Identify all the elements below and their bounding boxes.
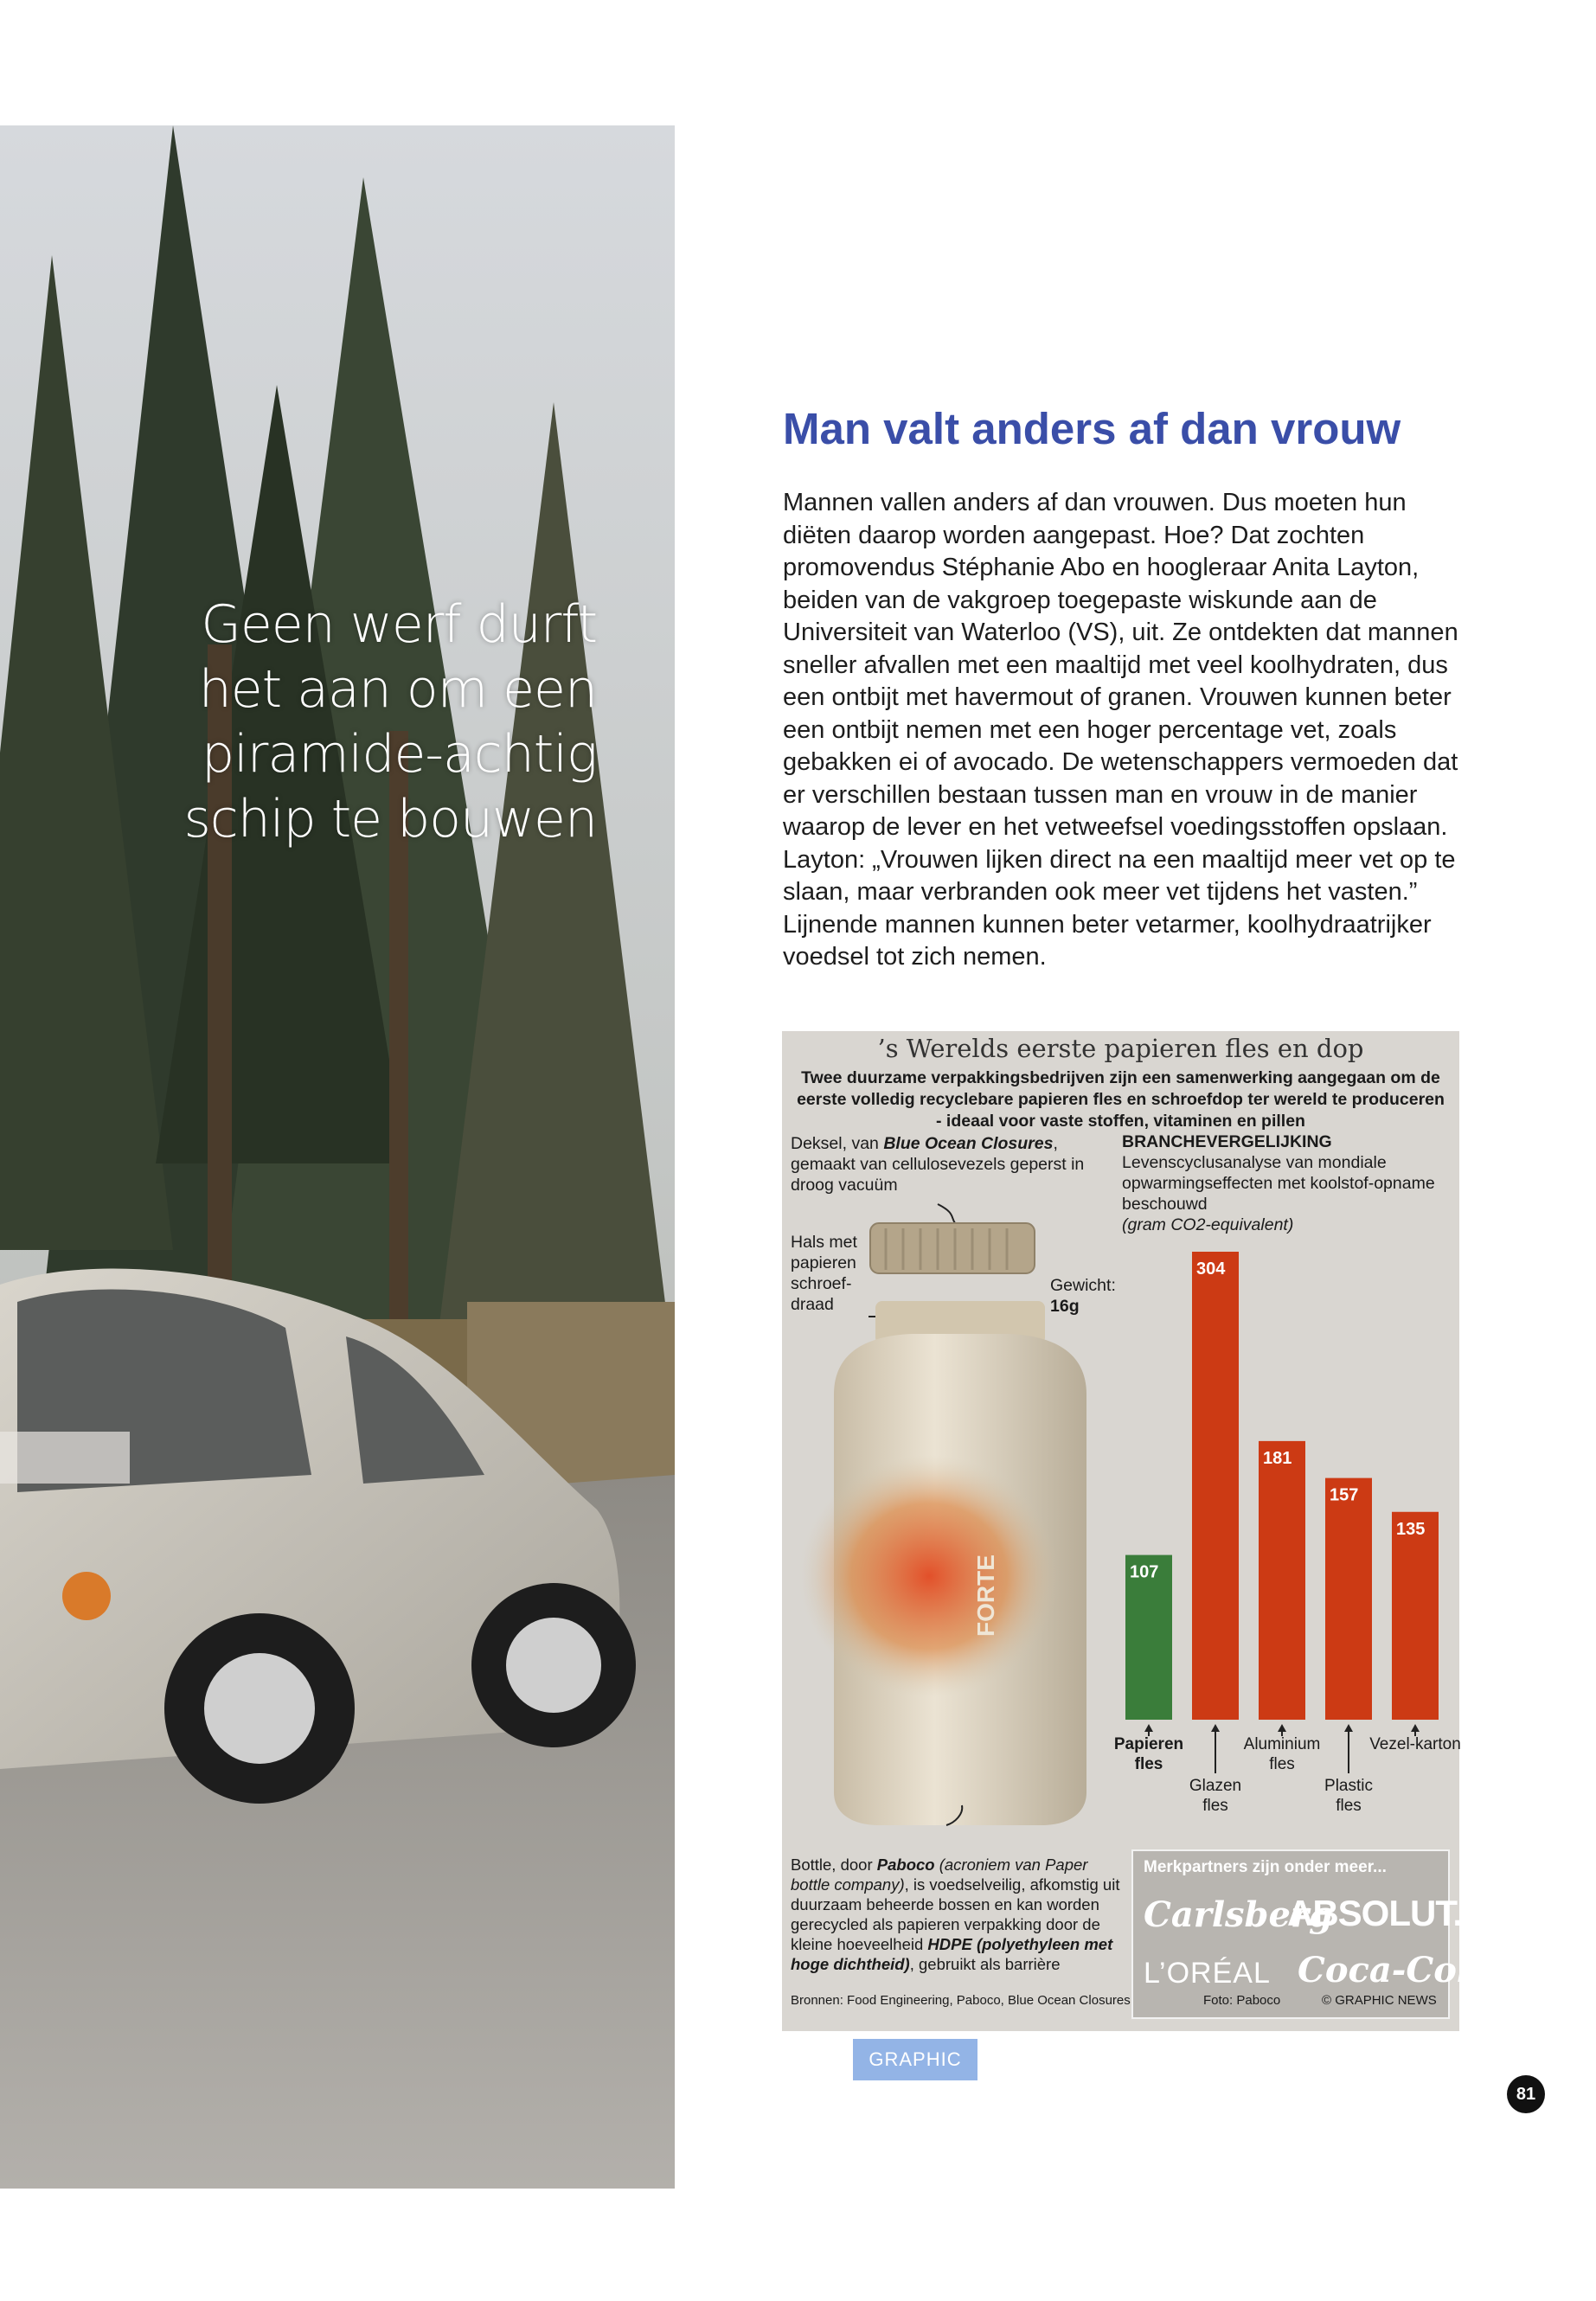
chart-unit: (gram CO2-equivalent) [1122, 1215, 1294, 1234]
chart-title: BRANCHEVERGELIJKING [1122, 1132, 1332, 1151]
bottle-desc-acronym: (acroniem van Paper bottle company) [791, 1856, 1088, 1894]
carlsberg-logo: Carlsberg [1144, 1894, 1334, 1935]
quote-line: piramide-achtig [202, 724, 597, 785]
bottle-desc-mid: , is voedselveilig, afkomstig uit duurzaam beheerde bossen en kan worden gerecycled als papieren verpakking door de kleine hoeveelheid [791, 1875, 1120, 1953]
bar-pointer-head [1411, 1724, 1420, 1732]
weight-label: Gewicht: [1050, 1276, 1116, 1295]
bar-value-label: 157 [1330, 1485, 1359, 1505]
graphic-sources: Bronnen: Food Engineering, Paboco, Blue Ocean Closures [791, 1993, 1131, 2008]
bar-pointer-head [1344, 1724, 1353, 1732]
graphic-copyright: © GRAPHIC NEWS [1322, 1993, 1437, 2008]
bar-category-label: Glazen fles [1189, 1777, 1242, 1815]
article-title: Man valt anders af dan vrouw [783, 404, 1401, 453]
bottle-desc-end: , gebruikt als barrière [909, 1955, 1061, 1973]
bottle-description [791, 1855, 1130, 1974]
coca-cola-logo: Coca-Cola [1298, 1950, 1493, 1990]
bar-2 [1259, 1441, 1305, 1720]
bar-value-label: 135 [1396, 1519, 1426, 1539]
bar-value-label: 304 [1196, 1259, 1226, 1279]
lid-suffix: , [1053, 1134, 1058, 1153]
absolut-logo: ABSOLUT. [1287, 1893, 1462, 1933]
partners-heading: Merkpartners zijn onder meer... [1144, 1858, 1387, 1876]
forest-car-illustration [0, 125, 675, 2189]
bottle-desc-brand: Paboco [876, 1856, 935, 1874]
graphic-subtitle: Twee duurzame verpakkingsbedrijven zijn een samenwerking aangegaan om de eerste volledig recyclebare papieren fles en schroefdop ter wereld te produceren - ideaal voor vaste stoffen, vitaminen en pillen [797, 1068, 1445, 1131]
bottle-desc-prefix: Bottle, door [791, 1856, 877, 1874]
lid-rest: gemaakt van cellulosevezels geperst in droog vacuüm [791, 1155, 1085, 1195]
graphic-title: ’s Werelds eerste papieren fles en dop [877, 1034, 1364, 1063]
bar-pointer-head [1211, 1724, 1220, 1732]
lid-brand: Blue Ocean Closures [883, 1134, 1054, 1153]
bar-category-label: Aluminium fles [1243, 1735, 1321, 1773]
chart-subtitle: Levenscyclusanalyse van mondiale opwarmingseffecten met koolstof-opname beschouwd [1122, 1153, 1435, 1214]
photo-quote [147, 593, 597, 852]
graphic-photo-credit: Foto: Paboco [1203, 1993, 1281, 2008]
bar-category-label: Papieren fles [1113, 1735, 1184, 1773]
bottle-desc-hdpe: HDPE (polyethyleen met hoge dichtheid) [791, 1935, 1113, 1973]
neck-description: Hals met papieren schroef-draad [791, 1233, 857, 1314]
lid-prefix: Deksel, van [791, 1134, 884, 1153]
quote-line: schip te bouwen [183, 789, 597, 849]
bar-1 [1192, 1252, 1239, 1720]
bar-pointer-head [1144, 1724, 1153, 1732]
bottle-brand: FORTE [972, 1554, 999, 1637]
infographic [782, 1031, 1493, 2031]
hero-photo [0, 125, 675, 2189]
bar-3 [1325, 1478, 1372, 1720]
loreal-logo: L’ORÉAL [1144, 1957, 1271, 1990]
bar-category-label: Vezel-karton [1369, 1735, 1461, 1753]
bar-value-label: 107 [1130, 1562, 1159, 1582]
bar-value-label: 181 [1263, 1448, 1292, 1468]
graphic-badge: GRAPHIC [853, 2039, 977, 2080]
weight-value: 16g [1050, 1297, 1080, 1316]
quote-line: Geen werf durft [201, 594, 597, 655]
page-number: 81 [1507, 2075, 1545, 2113]
article-body: Mannen vallen anders af dan vrouwen. Dus moeten hun diëten daarop worden aangepast. Hoe? Dat zochten promovendus Stéphanie Abo en hoogleraar Anita Layton, beiden van de vakgroep toegepaste wiskunde aan de Universiteit van Waterloo (VS), uit. Ze ontdekten dat mannen sneller afvallen met een maaltijd met veel koolhydraten, dus een ontbijt met havermout of granen. Vrouwen kunnen beter een ontbijt nemen met een hoger percentage vet, zoals gebakken ei of avocado. De wetenschappers vermoeden dat er verschillen bestaan tussen man en vrouw in de manier waarop de lever en het vetweefsel voedingsstoffen opslaan. Layton: „Vrouwen lijken direct na een maaltijd meer vet op te slaan, maar verbranden ook meer vet tijdens het vasten.” Lijnende mannen kunnen beter vetarmer, koolhydraatrijker voedsel tot zich nemen. [783, 489, 1458, 971]
quote-line: het aan om een [198, 659, 597, 720]
bar-4 [1392, 1512, 1439, 1720]
bar-category-label: Plastic fles [1324, 1777, 1373, 1815]
bar-pointer-head [1278, 1724, 1286, 1732]
